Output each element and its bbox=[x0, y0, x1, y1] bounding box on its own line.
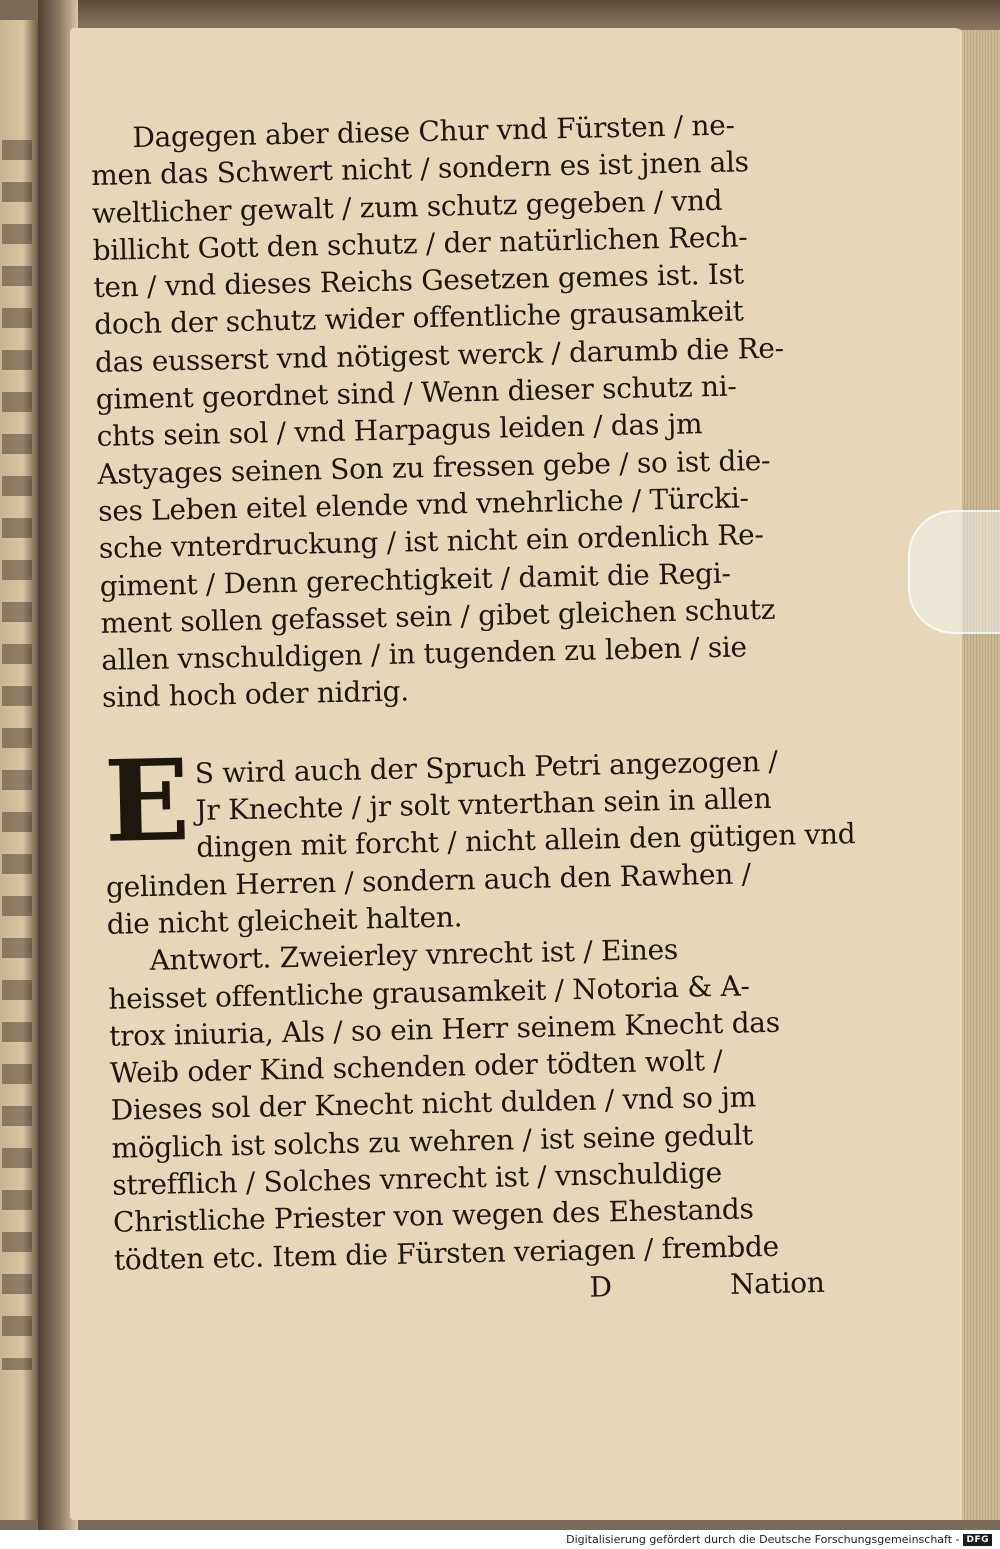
paragraph-2 bbox=[102, 734, 856, 943]
text-line: trox iniuria, Als / so ein Herr seinem Knecht das bbox=[108, 1005, 781, 1053]
text-line: giment geordnet sind / Wenn dieser schutz ni- bbox=[95, 369, 737, 417]
text-line: giment / Denn gerechtigkeit / damit die Regi- bbox=[99, 556, 731, 603]
decorated-initial: E bbox=[102, 734, 191, 868]
text-line: Antwort. Zweierley vnrecht ist / Eines bbox=[149, 933, 679, 978]
digitization-credit-bar bbox=[0, 1530, 1000, 1549]
text-line: Dagegen aber diese Chur vnd Fürsten / ne- bbox=[132, 108, 735, 155]
text-line: das eusserst vnd nötigest werck / darumb die Re- bbox=[94, 331, 785, 379]
text-line: Dieses sol der Knecht nicht dulden / vnd so jm bbox=[110, 1080, 757, 1128]
text-line: möglich ist solchs zu wehren / ist seine gedult bbox=[111, 1118, 754, 1165]
text-line: Christliche Priester von wegen des Ehestands bbox=[112, 1192, 754, 1240]
text-line: dingen mit forcht / nicht allein den gütigen vnd bbox=[195, 817, 856, 865]
text-line: billicht Gott den schutz / der natürlichen Rech- bbox=[92, 220, 748, 267]
paragraph-1 bbox=[90, 105, 817, 717]
facing-page-text-fragment bbox=[2, 140, 32, 1370]
text-line: tödten etc. Item die Fürsten veriagen / frembde bbox=[113, 1229, 780, 1277]
text-line: strefflich / Solches vnrecht ist / vnschuldige bbox=[111, 1156, 723, 1202]
text-line: Jr Knechte / jr solt vnterthan sein in allen bbox=[195, 781, 772, 827]
text-line: ment sollen gefasset sein / gibet gleichen schutz bbox=[100, 592, 776, 640]
text-line: doch der schutz wider offentliche grausamkeit bbox=[93, 294, 744, 342]
text-line: heisset offentliche grausamkeit / Notoria & A- bbox=[108, 968, 750, 1016]
catchword: Nation bbox=[729, 1265, 825, 1301]
page-clip bbox=[908, 510, 1000, 634]
text-line: chts sein sol / vnd Harpagus leiden / das jm bbox=[96, 407, 703, 454]
text-line: ten / vnd dieses Reichs Gesetzen gemes ist. Ist bbox=[93, 257, 744, 305]
book-top-edge bbox=[40, 0, 1000, 30]
text-line: die nicht gleicheit halten. bbox=[106, 900, 463, 941]
dfg-logo: DFG bbox=[963, 1534, 992, 1546]
text-line: allen vnschuldigen / in tugenden zu leben / sie bbox=[100, 630, 748, 678]
text-line: Weib oder Kind schenden oder tödten wolt / bbox=[109, 1044, 723, 1090]
text-line: gelinden Herren / sondern auch den Rawhen / bbox=[105, 856, 752, 904]
signature-mark: D bbox=[589, 1270, 613, 1304]
funding-credit: Digitalisierung gefördert durch die Deutsche Forschungsgemeinschaft - bbox=[566, 1533, 960, 1546]
page-text bbox=[90, 105, 856, 1316]
paragraph-3 bbox=[107, 928, 829, 1279]
text-line: S wird auch der Spruch Petri angezogen / bbox=[194, 744, 778, 790]
text-line: sche vnterdruckung / ist nicht ein ordenlich Re- bbox=[98, 518, 764, 566]
text-line: ses Leben eitel elende vnd vnehrliche / Türcki- bbox=[97, 481, 749, 528]
text-line: Astyages seinen Son zu fressen gebe / so ist die- bbox=[97, 443, 771, 491]
page-edges bbox=[962, 30, 1000, 1520]
text-line: sind hoch oder nidrig. bbox=[101, 674, 410, 715]
facing-page-edge bbox=[0, 20, 38, 1520]
text-line: men das Schwert nicht / sondern es ist jnen als bbox=[90, 145, 750, 193]
text-line: weltlicher gewalt / zum schutz gegeben / vnd bbox=[91, 183, 723, 230]
